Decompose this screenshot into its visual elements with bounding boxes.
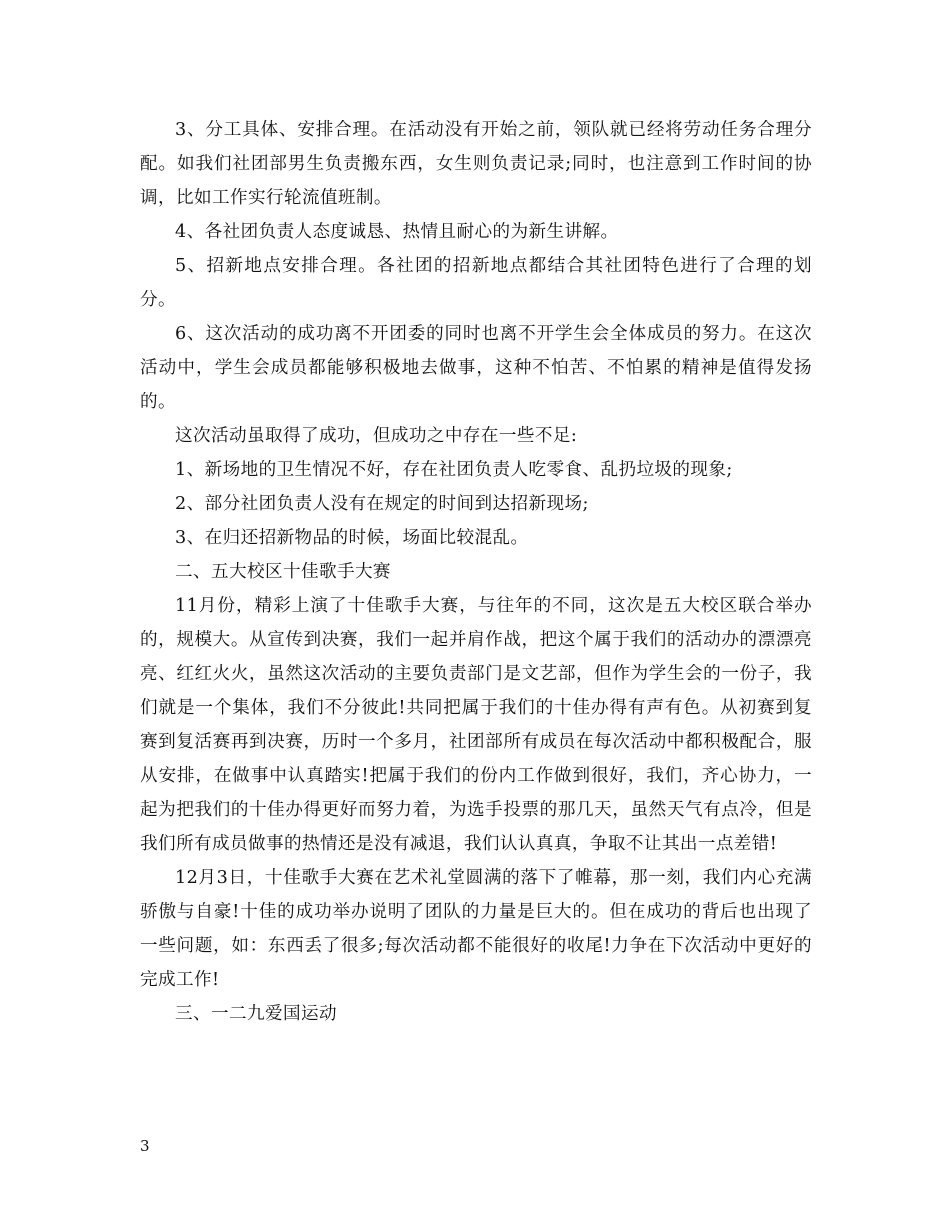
paragraph-division-of-labor: 3、分工具体、安排合理。在活动没有开始之前，领队就已经将劳动任务合理分配。如我们社团部男生负责搬东西，女生则负责记录;同时，也注意到工作时间的协调，比如工作实行轮流值班制。 (140, 120, 812, 208)
section-heading-singer-contest: 二、五大校区十佳歌手大赛 (175, 562, 391, 582)
document-body (140, 113, 812, 1031)
paragraph-shortcomings-intro: 这次活动虽取得了成功，但成功之中存在一些不足: (175, 426, 578, 446)
paragraph-shortcoming-return-items: 3、在归还招新物品的时候，场面比较混乱。 (175, 528, 529, 548)
paragraph-shortcoming-punctuality: 2、部分社团负责人没有在规定的时间到达招新现场; (175, 494, 589, 514)
section-heading-patriotic-movement: 三、一二九爱国运动 (175, 1004, 337, 1024)
paragraph-shortcoming-hygiene: 1、新场地的卫生情况不好，存在社团负责人吃零食、乱扔垃圾的现象; (175, 460, 733, 480)
paragraph-success-factors: 6、这次活动的成功离不开团委的同时也离不开学生会全体成员的努力。在这次活动中，学生会成员都能够积极地去做事，这种不怕苦、不怕累的精神是值得发扬的。 (140, 324, 812, 412)
paragraph-singer-contest-conclusion: 12月3日，十佳歌手大赛在艺术礼堂圆满的落下了帷幕，那一刻，我们内心充满骄傲与自豪!十佳的成功举办说明了团队的力量是巨大的。但在成功的背后也出现了一些问题，如：东西丢了很多;每次活动都不能很好的收尾!力争在下次活动中更好的完成工作! (140, 868, 812, 990)
page-number: 3 (140, 1137, 150, 1155)
paragraph-singer-contest-process: 11月份，精彩上演了十佳歌手大赛，与往年的不同，这次是五大校区联合举办的，规模大。从宣传到决赛，我们一起并肩作战，把这个属于我们的活动办的漂漂亮亮、红红火火，虽然这次活动的主要负责部门是文艺部，但作为学生会的一份子，我们就是一个集体，我们不分彼此!共同把属于我们的十佳办得有声有色。从初赛到复赛到复活赛再到决赛，历时一个多月，社团部所有成员在每次活动中都积极配合，服从安排，在做事中认真踏实!把属于我们的份内工作做到很好，我们，齐心协力，一起为把我们的十佳办得更好而努力着，为选手投票的那几天，虽然天气有点冷，但是我们所有成员做事的热情还是没有减退，我们认认真真，争取不让其出一点差错! (140, 596, 812, 854)
paragraph-recruitment-location: 5、招新地点安排合理。各社团的招新地点都结合其社团特色进行了合理的划分。 (140, 256, 812, 310)
paragraph-club-leaders-attitude: 4、各社团负责人态度诚恳、热情且耐心的为新生讲解。 (175, 222, 619, 242)
